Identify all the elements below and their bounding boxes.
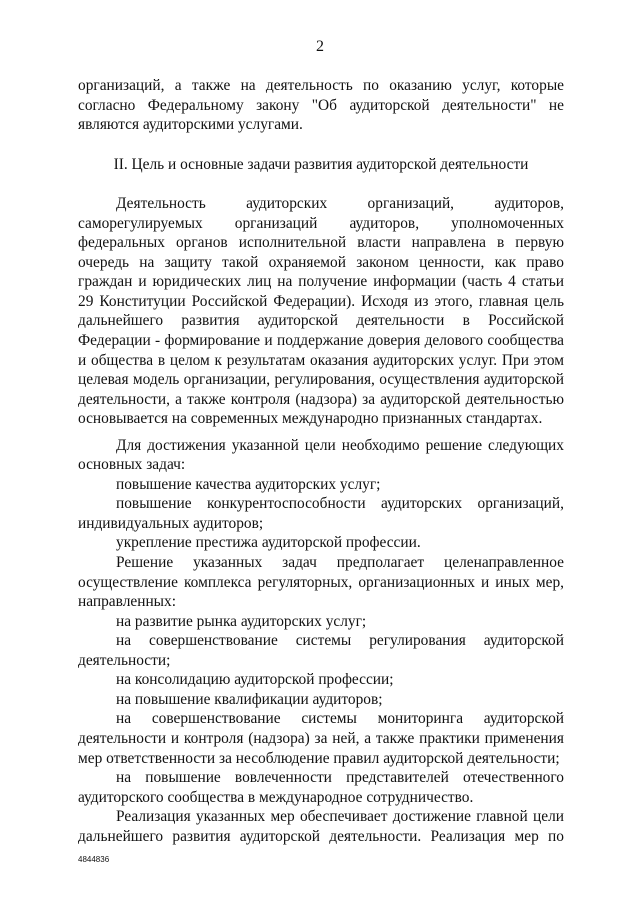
measure-item-qualification: на повышение квалификации аудиторов; (116, 690, 383, 708)
paragraph-implementation: Реализация указанных мер обеспечивает достижение главной цели дальнейшего развития аудиторской деятельности. Реализация мер по (78, 808, 564, 845)
paragraph-measures-intro: Решение указанных задач предполагает целенаправленное осуществление комплекса регуляторных, организационных и иных мер, направленных: (78, 554, 564, 611)
task-item-prestige: укрепление престижа аудиторской профессии. (116, 534, 421, 552)
document-body (78, 76, 564, 846)
measure-item-regulation: на совершенствование системы регулирования аудиторской деятельности; (78, 632, 564, 669)
paragraph-goal: Деятельность аудиторских организаций, аудиторов, саморегулируемых организаций аудиторов, уполномоченных федеральных органов исполнительной власти направлена в первую очередь на защиту такой охраняемой законом ценности, как право граждан и юридических лиц на получение информации (часть 4 статьи 29 Конституции Российской Федерации). Исходя из этого, главная цель дальнейшего развития аудиторской деятельности в Российской Федерации - формирование и поддержание доверия делового сообщества и общества в целом к результатам оказания аудиторских услуг. При этом целевая модель организации, регулирования, осуществления аудиторской деятельности, а также контроля (надзора) за аудиторской деятельностью основывается на современных международно признанных стандартах. (78, 195, 564, 428)
measure-item-monitoring: на совершенствование системы мониторинга аудиторской деятельности и контроля (надзора) за ней, а также практики применения мер ответственности за несоблюдение правил аудиторской деятельности; (78, 710, 564, 767)
paragraph-continuation: организаций, а также на деятельность по оказанию услуг, которые согласно Федеральному закону "Об аудиторской деятельности" не являются аудиторскими услугами. (78, 77, 564, 134)
measure-item-international: на повышение вовлеченности представителей отечественного аудиторского сообщества в международное сотрудничество. (78, 769, 564, 806)
measure-item-consolidation: на консолидацию аудиторской профессии; (116, 671, 394, 689)
task-item-quality: повышение качества аудиторских услуг; (116, 475, 381, 493)
section-heading: II. Цель и основные задачи развития аудиторской деятельности (113, 155, 529, 173)
page-number: 2 (316, 38, 324, 55)
measure-item-market: на развитие рынка аудиторских услуг; (116, 612, 367, 630)
task-item-competitiveness: повышение конкурентоспособности аудиторских организаций, индивидуальных аудиторов; (78, 495, 564, 532)
document-code: 4844836 (78, 855, 110, 864)
paragraph-tasks-intro: Для достижения указанной цели необходимо решение следующих основных задач: (78, 436, 564, 474)
